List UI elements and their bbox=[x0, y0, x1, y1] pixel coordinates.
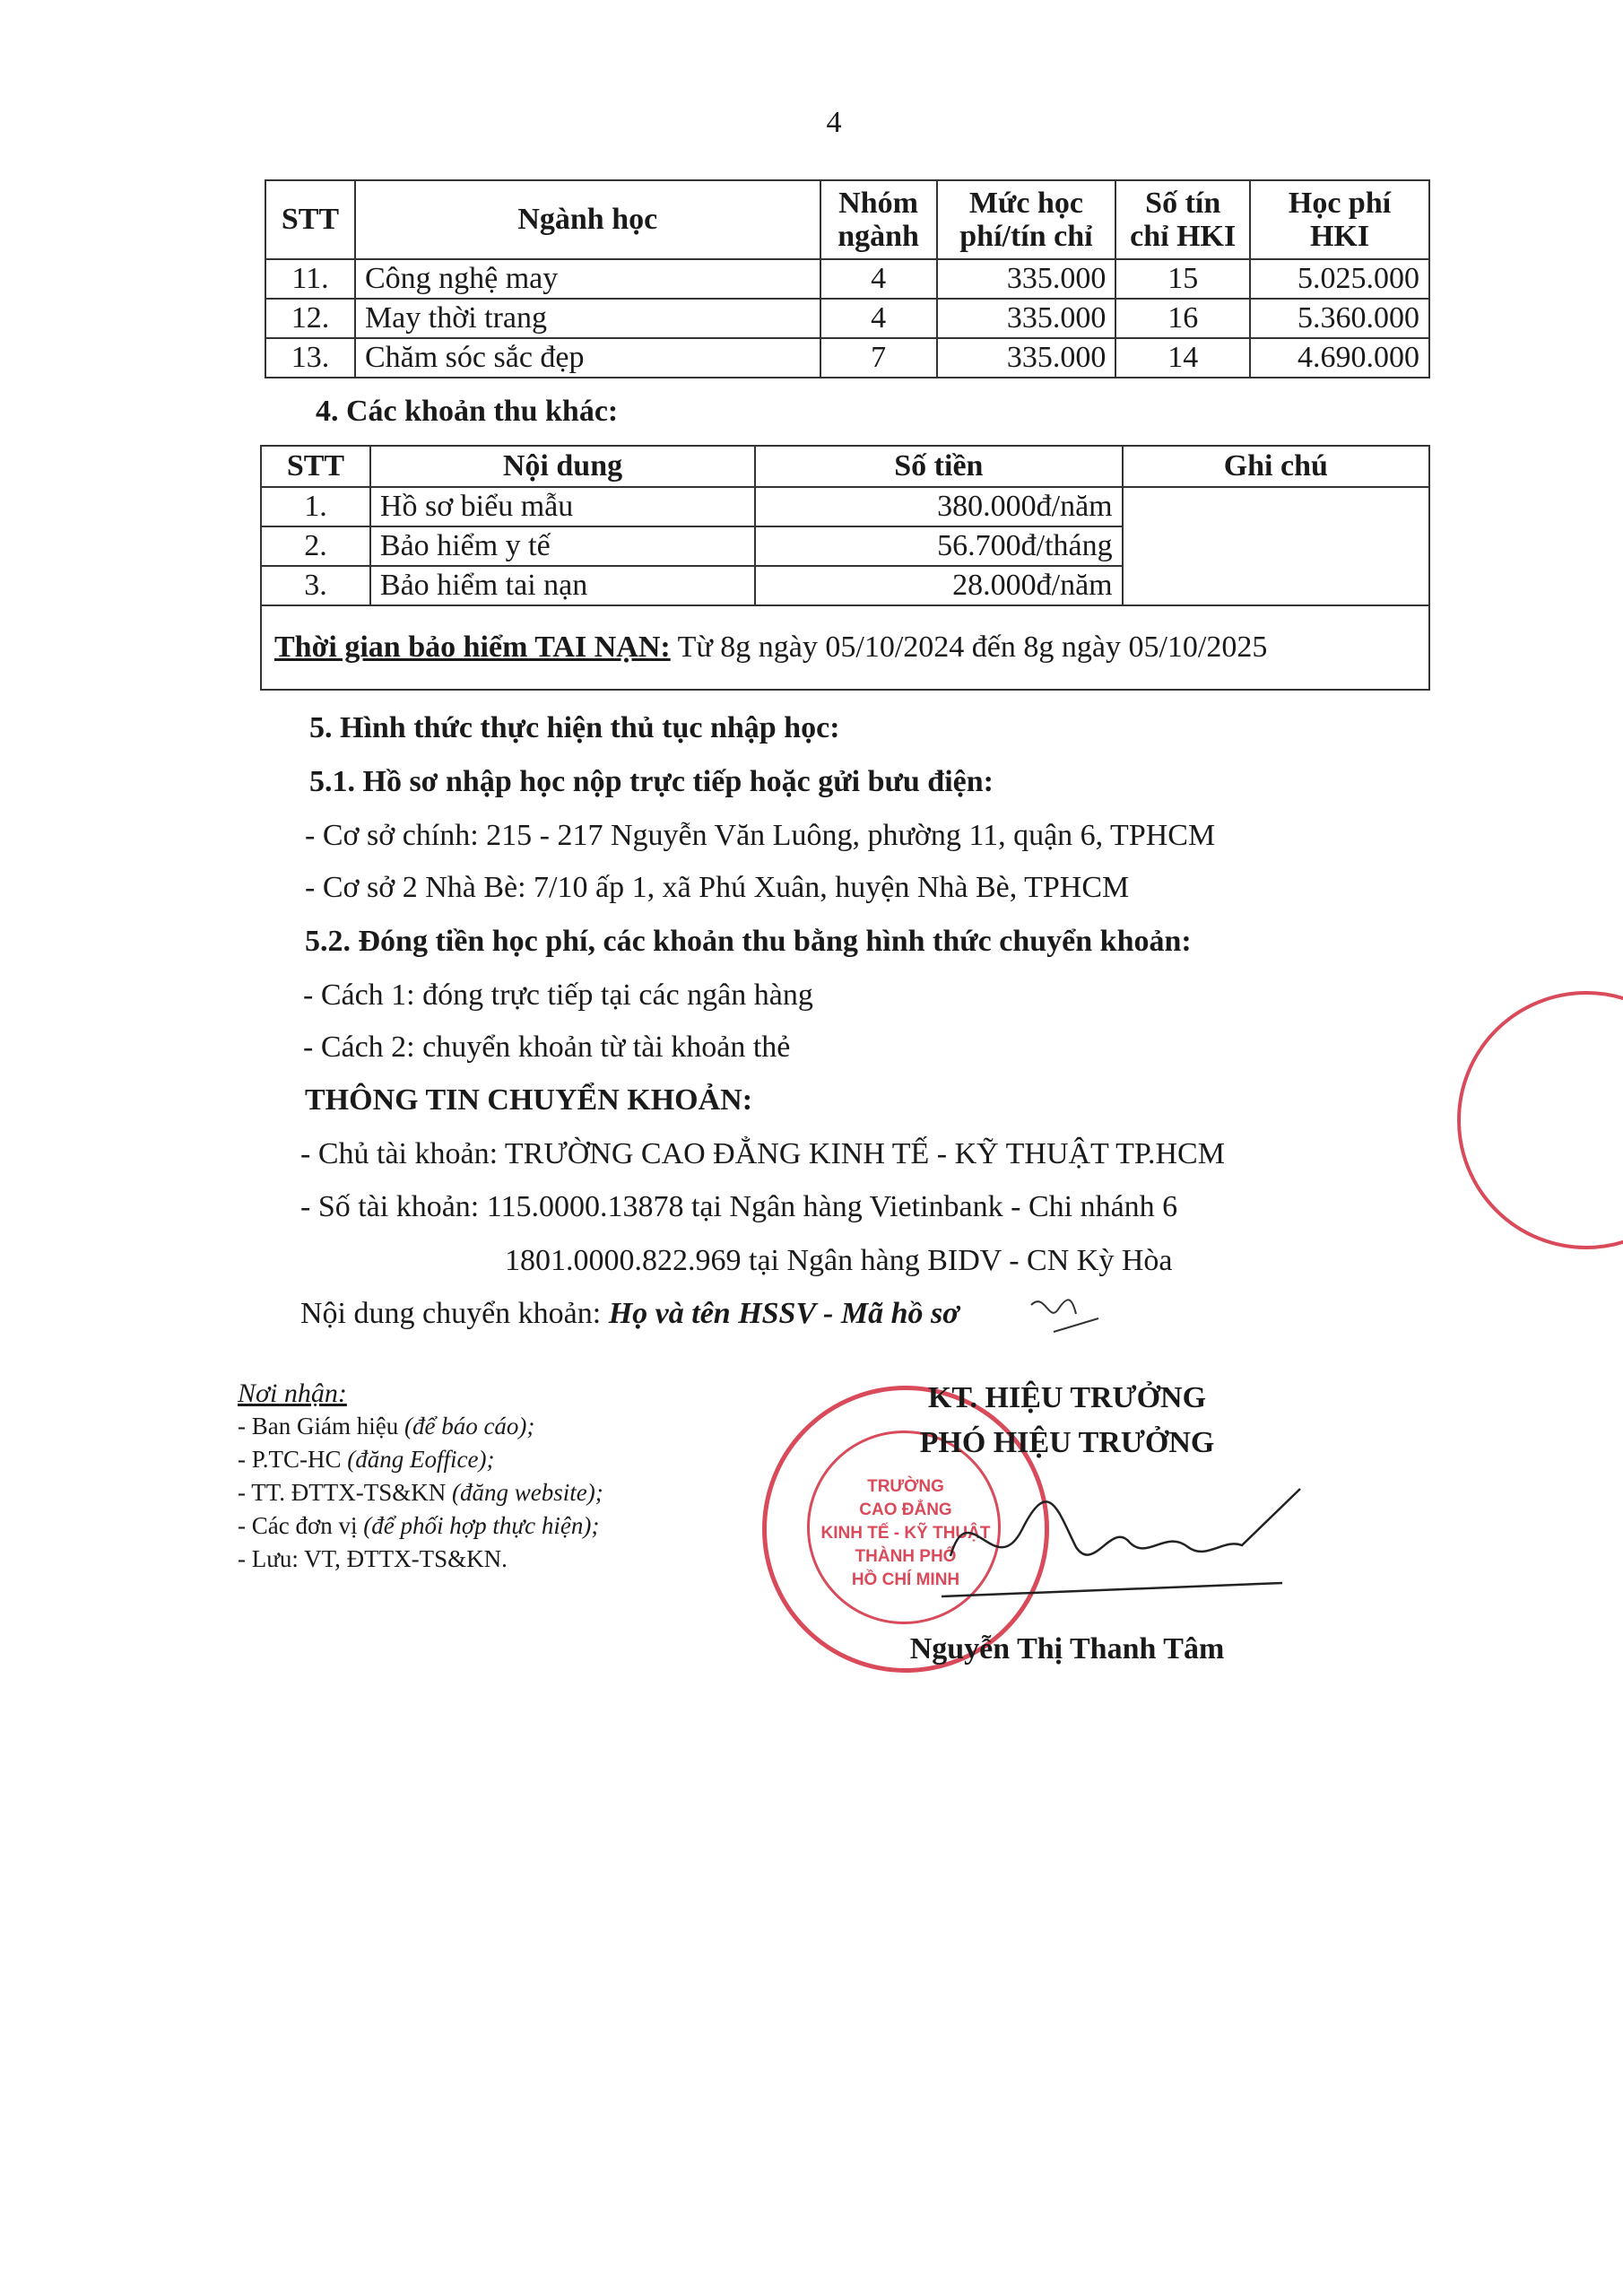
page-number: 4 bbox=[826, 106, 842, 139]
signature-title-2: PHÓ HIỆU TRƯỞNG bbox=[919, 1426, 1215, 1459]
cell-content: Bảo hiểm tai nạn bbox=[370, 566, 755, 605]
insurance-period-row bbox=[261, 605, 1429, 690]
cell-major: Chăm sóc sắc đẹp bbox=[355, 338, 820, 378]
transfer-info-title: THÔNG TIN CHUYỂN KHOẢN: bbox=[305, 1083, 753, 1117]
transfer-content-label: Nội dung chuyển khoản: bbox=[300, 1297, 609, 1330]
header-credits: Số tín chỉ HKI bbox=[1115, 180, 1250, 259]
recipient-item: - P.TC-HC (đăng Eoffice); bbox=[238, 1446, 495, 1473]
cell-group: 4 bbox=[820, 259, 937, 299]
table-row bbox=[261, 487, 1429, 526]
cell-content: Bảo hiểm y tế bbox=[370, 526, 755, 566]
header-tuition: Học phí HKI bbox=[1250, 180, 1429, 259]
recipient-item: - Các đơn vị (để phối hợp thực hiện); bbox=[238, 1512, 600, 1539]
cell-stt: 11. bbox=[265, 259, 355, 299]
account-number-1: - Số tài khoản: 115.0000.13878 tại Ngân hàng Vietinbank - Chi nhánh 6 bbox=[300, 1190, 1178, 1223]
cell-tuition: 5.025.000 bbox=[1250, 259, 1429, 299]
recipients-title: Nơi nhận: bbox=[238, 1378, 347, 1408]
procedure-sub1-title: 5.1. Hồ sơ nhập học nộp trực tiếp hoặc gửi bưu điện: bbox=[309, 765, 994, 798]
cell-stt: 13. bbox=[265, 338, 355, 378]
transfer-content-value: Họ và tên HSSV - Mã hồ sơ bbox=[608, 1297, 959, 1330]
header-amount: Số tiền bbox=[755, 446, 1123, 487]
header-stt: STT bbox=[265, 180, 355, 259]
cell-amount: 28.000đ/năm bbox=[755, 566, 1123, 605]
cell-stt: 3. bbox=[261, 566, 370, 605]
cell-group: 4 bbox=[820, 299, 937, 338]
cell-stt: 12. bbox=[265, 299, 355, 338]
cell-fee-per-credit: 335.000 bbox=[937, 259, 1116, 299]
cell-fee-per-credit: 335.000 bbox=[937, 338, 1116, 378]
account-holder: - Chủ tài khoản: TRƯỜNG CAO ĐẲNG KINH TẾ - KỸ THUẬT TP.HCM bbox=[300, 1137, 1225, 1170]
table-row bbox=[265, 259, 1429, 299]
cell-group: 7 bbox=[820, 338, 937, 378]
insurance-label: Thời gian bảo hiểm TAI NẠN: bbox=[274, 631, 671, 665]
header-group: Nhóm ngành bbox=[820, 180, 937, 259]
campus-2: - Cơ sở 2 Nhà Bè: 7/10 ấp 1, xã Phú Xuân, huyện Nhà Bè, TPHCM bbox=[305, 871, 1130, 904]
cell-note bbox=[1123, 487, 1429, 605]
cell-amount: 380.000đ/năm bbox=[755, 487, 1123, 526]
cell-credits: 14 bbox=[1115, 338, 1250, 378]
header-stt: STT bbox=[261, 446, 370, 487]
cell-tuition: 4.690.000 bbox=[1250, 338, 1429, 378]
procedure-title: 5. Hình thức thực hiện thủ tục nhập học: bbox=[309, 711, 840, 744]
recipient-item: - Lưu: VT, ĐTTX-TS&KN. bbox=[238, 1545, 508, 1572]
header-content: Nội dung bbox=[370, 446, 755, 487]
tuition-fee-table bbox=[265, 179, 1430, 378]
signer-name: Nguyễn Thị Thanh Tâm bbox=[909, 1632, 1225, 1665]
stamp-center-text: TRƯỜNG CAO ĐẲNG KINH TẾ - KỸ THUẬT THÀNH PHỐ HỒ CHÍ MINH bbox=[820, 1477, 991, 1589]
cell-credits: 15 bbox=[1115, 259, 1250, 299]
recipient-item: - TT. ĐTTX-TS&KN (đăng website); bbox=[238, 1479, 603, 1506]
signature-title-1: KT. HIỆU TRƯỞNG bbox=[927, 1381, 1207, 1414]
other-fees-table bbox=[260, 445, 1430, 691]
insurance-period-cell bbox=[261, 605, 1429, 690]
recipients-block bbox=[238, 1377, 603, 1576]
handwritten-signature-icon bbox=[933, 1475, 1309, 1601]
table-header-row bbox=[261, 446, 1429, 487]
cell-major: May thời trang bbox=[355, 299, 820, 338]
cell-major: Công nghệ may bbox=[355, 259, 820, 299]
other-fees-title: 4. Các khoản thu khác: bbox=[316, 395, 619, 428]
cell-tuition: 5.360.000 bbox=[1250, 299, 1429, 338]
table-row bbox=[265, 299, 1429, 338]
transfer-content bbox=[300, 1297, 959, 1331]
header-major: Ngành học bbox=[355, 180, 820, 259]
payment-method-2: - Cách 2: chuyển khoản từ tài khoản thẻ bbox=[303, 1031, 791, 1064]
procedure-sub2-title: 5.2. Đóng tiền học phí, các khoản thu bằng hình thức chuyển khoản: bbox=[305, 925, 1192, 958]
cell-stt: 1. bbox=[261, 487, 370, 526]
payment-method-1: - Cách 1: đóng trực tiếp tại các ngân hàng bbox=[303, 978, 813, 1012]
header-note: Ghi chú bbox=[1123, 446, 1429, 487]
cell-amount: 56.700đ/tháng bbox=[755, 526, 1123, 566]
cell-fee-per-credit: 335.000 bbox=[937, 299, 1116, 338]
recipient-item: - Ban Giám hiệu (để báo cáo); bbox=[238, 1413, 535, 1439]
initial-mark-icon bbox=[1022, 1287, 1103, 1354]
edge-stamp-partial bbox=[1457, 991, 1623, 1249]
cell-credits: 16 bbox=[1115, 299, 1250, 338]
insurance-period: Từ 8g ngày 05/10/2024 đến 8g ngày 05/10/2025 bbox=[670, 631, 1268, 665]
cell-content: Hồ sơ biểu mẫu bbox=[370, 487, 755, 526]
campus-main: - Cơ sở chính: 215 - 217 Nguyễn Văn Luông, phường 11, quận 6, TPHCM bbox=[305, 819, 1216, 852]
header-fee-per-credit: Mức học phí/tín chỉ bbox=[937, 180, 1116, 259]
cell-stt: 2. bbox=[261, 526, 370, 566]
account-number-2: 1801.0000.822.969 tại Ngân hàng BIDV - CN Kỳ Hòa bbox=[505, 1244, 1173, 1277]
table-header-row bbox=[265, 180, 1429, 259]
table-row bbox=[265, 338, 1429, 378]
